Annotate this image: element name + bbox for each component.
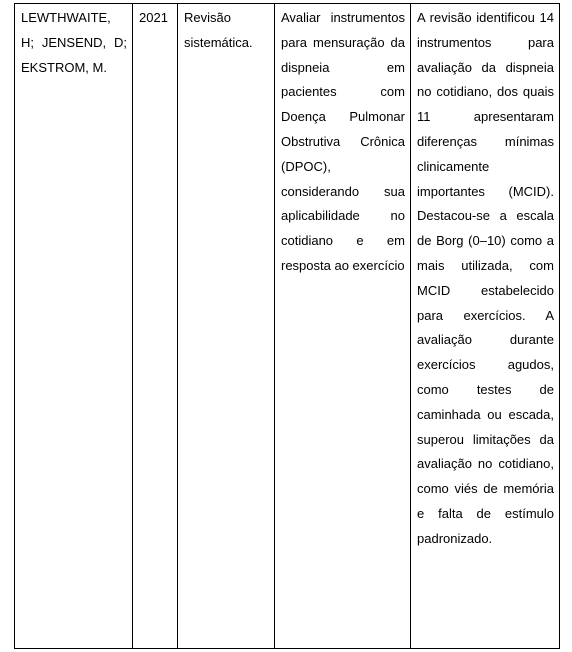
table-row [15,4,560,649]
results-cell [411,4,560,649]
author-text: LEWTHWAITE, H; JENSEND, D; EKSTROM, M. [21,10,127,75]
study-design-cell [178,4,275,649]
objective-cell [275,4,411,649]
year-cell [133,4,178,649]
objective-text: Avaliar instrumentos para mensuração da dispneia em pacientes com Doença Pulmonar Obstrutiva Crônica (DPOC), considerando sua aplicabilidade no cotidiano e em resposta ao exercício [281,10,405,273]
year-text: 2021 [139,10,168,25]
study-design-text: Revisão sistemática. [184,10,253,50]
review-table [14,3,560,649]
results-text: A revisão identificou 14 instrumentos para avaliação da dispneia no cotidiano, dos quais 11 apresentaram diferenças mínimas clinicamente importantes (MCID). Destacou-se a escala de Borg (0–10) como a mais utilizada, com MCID estabelecido para exercícios. A avaliação durante exercícios agudos, como testes de caminhada ou escada, superou limitações da avaliação no cotidiano, como viés de memória e falta de estímulo padronizado. [417,10,554,546]
author-cell [15,4,133,649]
